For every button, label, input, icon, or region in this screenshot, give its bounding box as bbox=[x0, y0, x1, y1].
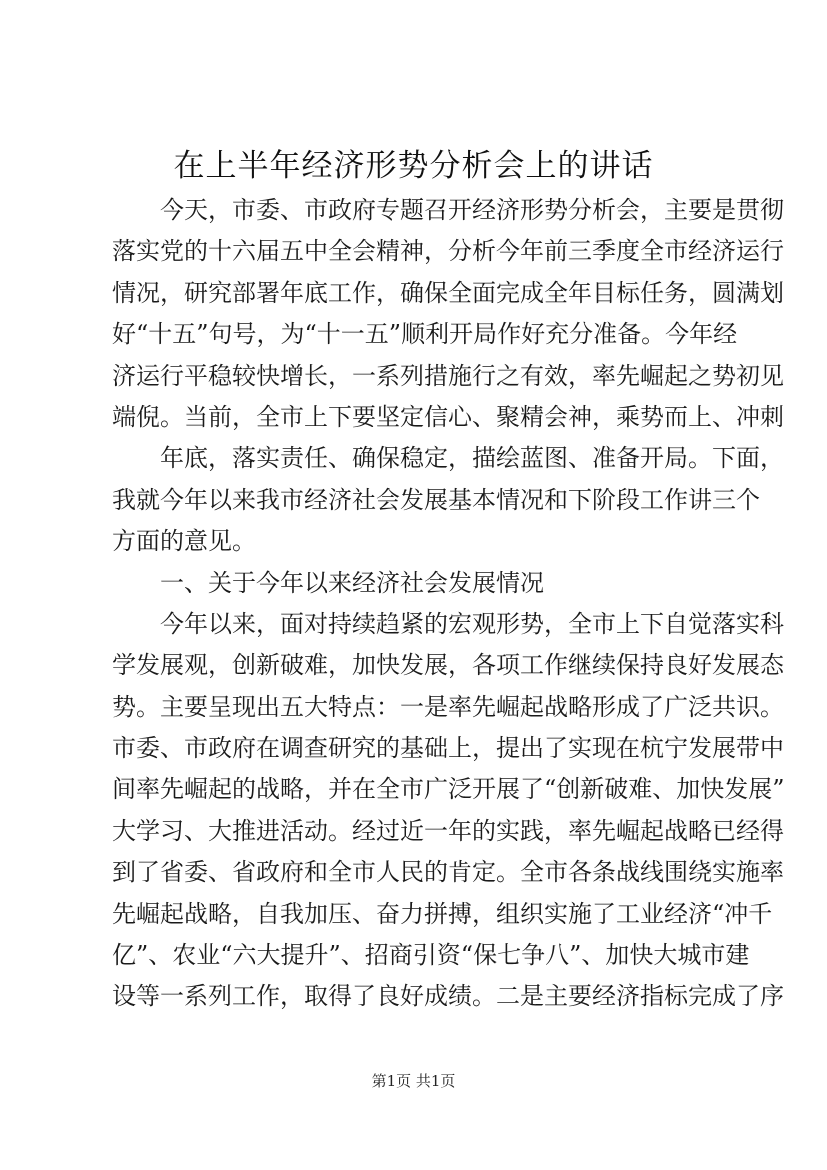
body-line: 到了省委、省政府和全市人民的肯定。全市各条战线围绕实施率 bbox=[112, 858, 784, 887]
section-heading: 一、关于今年以来经济社会发展情况 bbox=[160, 568, 544, 597]
body-line: 亿”、农业“六大提升”、招商引资“保七争八”、加快大城市建 bbox=[112, 941, 750, 970]
document-body bbox=[112, 190, 785, 1018]
body-line: 今年以来，面对持续趋紧的宏观形势，全市上下自觉落实科 bbox=[160, 609, 784, 638]
body-line: 情况，研究部署年底工作，确保全面完成全年目标任务，圆满划 bbox=[112, 278, 784, 307]
body-line: 学发展观，创新破难，加快发展，各项工作继续保持良好发展态 bbox=[112, 651, 784, 680]
page-title: 在上半年经济形势分析会上的讲话 bbox=[173, 148, 654, 184]
body-line: 间率先崛起的战略，并在全市广泛开展了“创新破难、加快发展” bbox=[112, 775, 785, 804]
body-line: 今天，市委、市政府专题召开经济形势分析会，主要是贯彻 bbox=[160, 196, 784, 224]
body-line: 先崛起战略，自我加压、奋力拼搏，组织实施了工业经济“冲千 bbox=[112, 899, 773, 928]
body-line: 济运行平稳较快增长，一系列措施行之有效，率先崛起之势初见 bbox=[112, 361, 784, 390]
body-line: 方面的意见。 bbox=[112, 527, 256, 556]
body-line: 市委、市政府在调查研究的基础上，提出了实现在杭宁发展带中 bbox=[112, 734, 784, 763]
body-line: 落实党的十六届五中全会精神，分析今年前三季度全市经济运行 bbox=[112, 237, 784, 266]
body-line: 大学习、大推进活动。经过近一年的实践，率先崛起战略已经得 bbox=[112, 816, 784, 845]
body-line: 我就今年以来我市经济社会发展基本情况和下阶段工作讲三个 bbox=[112, 485, 760, 514]
body-line: 设等一系列工作，取得了良好成绩。二是主要经济指标完成了序 bbox=[112, 982, 784, 1011]
body-line: 年底，落实责任、确保稳定，描绘蓝图、准备开局。下面， bbox=[160, 444, 784, 473]
body-line: 势。主要呈现出五大特点：一是率先崛起战略形成了广泛共识。 bbox=[112, 692, 784, 721]
body-line: 好“十五”句号，为“十一五”顺利开局作好充分准备。今年经 bbox=[112, 320, 738, 349]
body-line: 端倪。当前，全市上下要坚定信心、聚精会神，乘势而上、冲刺 bbox=[112, 402, 784, 431]
page-footer: 第1页 共1页 bbox=[371, 1072, 456, 1090]
